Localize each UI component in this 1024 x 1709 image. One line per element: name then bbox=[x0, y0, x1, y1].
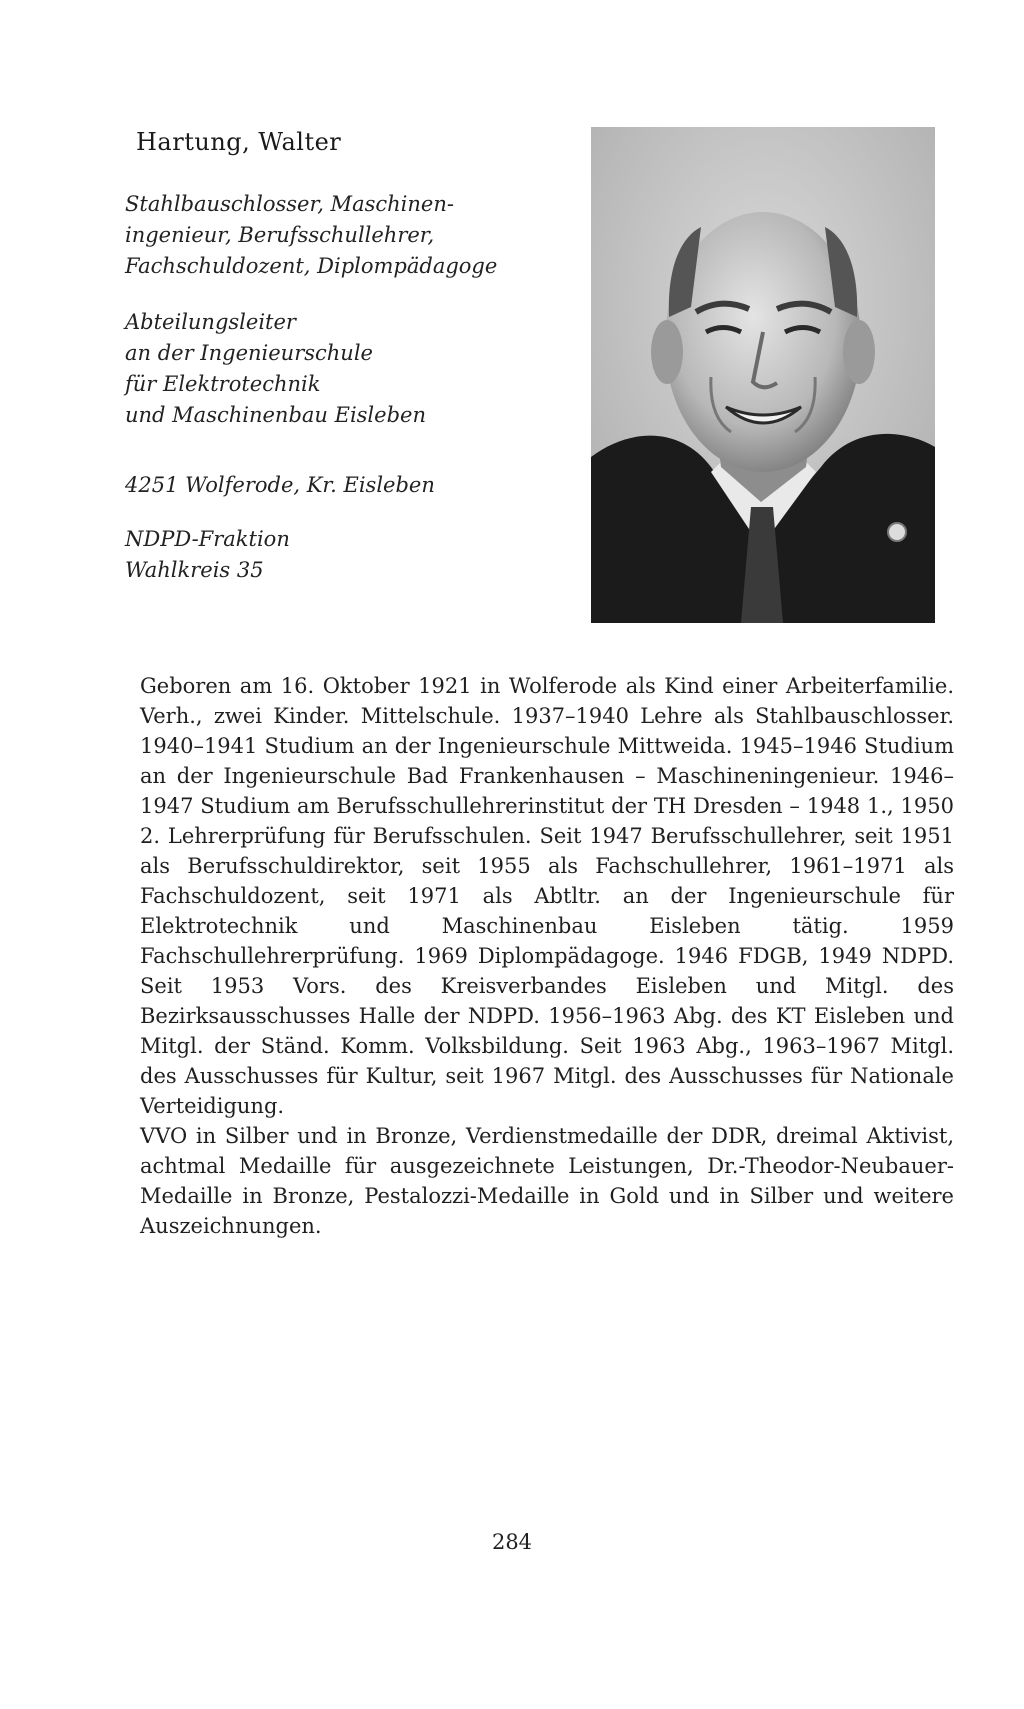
constituency-line: Wahlkreis 35 bbox=[125, 558, 264, 582]
right-ear bbox=[843, 320, 875, 384]
position-line: Abteilungsleiter bbox=[125, 310, 296, 334]
lapel-pin bbox=[888, 523, 906, 541]
profession-line: Stahlbauschlosser, Maschinen- bbox=[125, 192, 454, 216]
profession-line: Fachschuldozent, Diplompädagoge bbox=[125, 254, 498, 278]
awards-paragraph: VVO in Silber und in Bronze, Verdienstmedaille der DDR, dreimal Aktivist, achtmal Medaille für ausgezeichnete Leistungen, Dr.-Theodor-Neubauer-Medaille in Bronze, Pestalozzi-Medaille in Gold und in Silber und weitere Auszeichnungen. bbox=[140, 1124, 954, 1238]
position-line: für Elektrotechnik bbox=[125, 372, 321, 396]
faction-block bbox=[125, 524, 575, 586]
profession-block bbox=[125, 189, 575, 282]
page-number: 284 bbox=[491, 1530, 533, 1554]
address bbox=[125, 470, 575, 501]
person-name: Hartung, Walter bbox=[136, 128, 342, 156]
position-line: an der Ingenieurschule bbox=[125, 341, 373, 365]
faction-line: NDPD-Fraktion bbox=[125, 527, 290, 551]
position-line: und Maschinenbau Eisleben bbox=[125, 403, 426, 427]
portrait-photo bbox=[591, 127, 935, 623]
profession-line: ingenieur, Berufsschullehrer, bbox=[125, 223, 435, 247]
biography bbox=[140, 671, 954, 1241]
left-ear bbox=[651, 320, 683, 384]
position-block bbox=[125, 307, 575, 431]
biography-paragraph: Geboren am 16. Oktober 1921 in Wolferode als Kind einer Arbeiterfamilie. Verh., zwei Kinder. Mittelschule. 1937–1940 Lehre als Stahlbauschlosser. 1940–1941 Studium an der Ingenieurschule Mittweida. 1945–1946 Studium an der Ingenieurschule Bad Frankenhausen – Maschineningenieur. 1946–1947 Studium am Berufsschullehrerinstitut der TH Dresden – 1948 1., 1950 2. Lehrerprüfung für Berufsschulen. Seit 1947 Berufsschullehrer, seit 1951 als Berufsschuldirektor, seit 1955 als Fachschullehrer, 1961–1971 als Fachschuldozent, seit 1971 als Abtltr. an der Ingenieurschule für Elektrotechnik und Maschinenbau Eisleben tätig. 1959 Fachschullehrerprüfung. 1969 Diplompädagoge. 1946 FDGB, 1949 NDPD. Seit 1953 Vors. des Kreisverbandes Eisleben und Mitgl. des Bezirksausschusses Halle der NDPD. 1956–1963 Abg. des KT Eisleben und Mitgl. der Ständ. Komm. Volksbildung. Seit 1963 Abg., 1963–1967 Mitgl. des Ausschusses für Kultur, seit 1967 Mitgl. des Ausschusses für Nationale Verteidigung. bbox=[140, 674, 954, 1118]
portrait-illustration bbox=[591, 127, 935, 623]
address-line: 4251 Wolferode, Kr. Eisleben bbox=[125, 473, 435, 497]
